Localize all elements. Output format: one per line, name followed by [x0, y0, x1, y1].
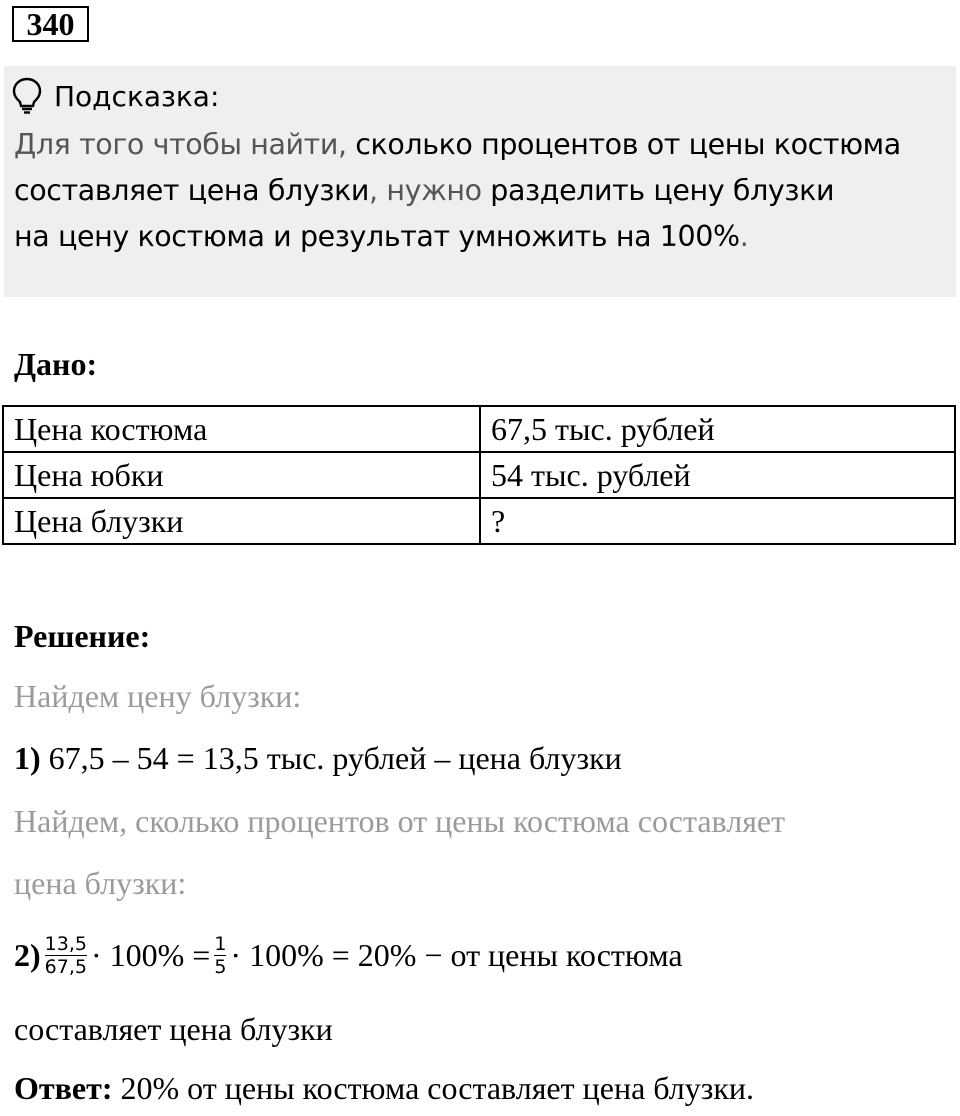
table-cell: 54 тыс. рублей [480, 452, 955, 498]
fraction-1-numerator: 13,5 [44, 932, 87, 955]
step2-end: · 100% = 20% − от цены костюма [230, 936, 683, 973]
step1-line [14, 740, 622, 777]
fraction-2-denominator: 5 [214, 955, 227, 978]
step1-text: 67,5 – 54 = 13,5 тыс. рублей – цена блузки [40, 740, 622, 776]
table-cell: Цена блузки [3, 498, 480, 544]
table-cell: 67,5 тыс. рублей [480, 406, 955, 452]
table-cell: Цена костюма [3, 406, 480, 452]
table-row [3, 498, 955, 544]
given-heading: Дано: [14, 346, 98, 382]
step2-middle: · 100% = [90, 936, 211, 973]
step2-line2: составляет цена блузки [14, 1011, 333, 1047]
step2-hint-line2: цена блузки: [14, 865, 187, 901]
table-row [3, 452, 955, 498]
step2-hint-line1: Найдем, сколько процентов от цены костюма составляет [14, 803, 786, 839]
fraction-1-denominator: 67,5 [44, 955, 87, 978]
fraction-2 [214, 933, 226, 978]
answer-line [14, 1070, 754, 1107]
answer-label: Ответ: [14, 1070, 113, 1106]
hint-title [12, 76, 219, 116]
hint-title-text: Подсказка: [54, 79, 220, 113]
fraction-2-numerator: 1 [214, 932, 227, 955]
hint-line-2: составляет цена блузки, нужно разделить цену блузки [14, 174, 835, 207]
lightbulb-icon [12, 77, 42, 115]
table-cell: Цена юбки [3, 452, 480, 498]
table-row [3, 406, 955, 452]
given-table [2, 405, 956, 545]
task-number: 340 [12, 6, 89, 42]
answer-text: 20% от цены костюма составляет цена блузки. [112, 1070, 755, 1106]
hint-line-3: на цену костюма и результат умножить на 100%. [14, 220, 749, 253]
step2-number: 2) [14, 936, 41, 973]
hint-line-1: Для того чтобы найти, сколько процентов от цены костюма [14, 128, 901, 161]
step2-line [14, 922, 683, 988]
step1-number: 1) [14, 740, 41, 776]
hint-text [14, 122, 944, 260]
table-cell: ? [480, 498, 955, 544]
fraction-1 [45, 933, 87, 978]
step1-hint: Найдем цену блузки: [14, 678, 302, 714]
solution-heading: Решение: [14, 618, 151, 654]
